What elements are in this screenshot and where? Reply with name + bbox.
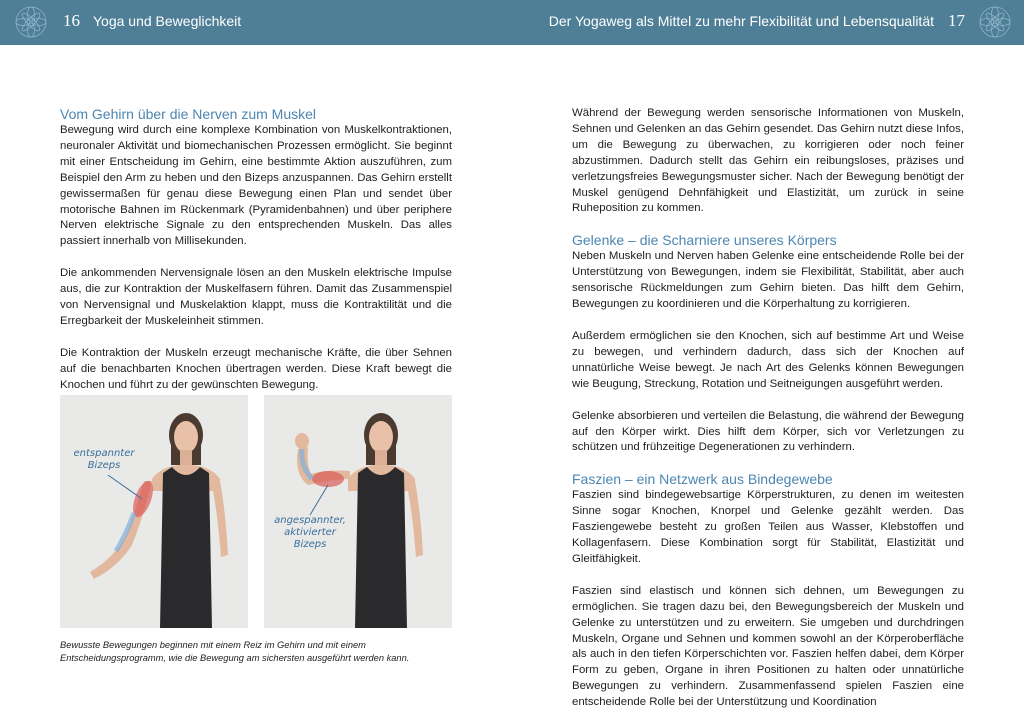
woman-relaxed-arm-illustration [60,395,248,628]
body-paragraph: Die ankommenden Nervensignale lösen an den Muskeln elektrische Impulse aus, die zur Kontraktion der Muskelfasern führen. Damit das Zusammenspiel von Nervensignal und Muskelaktion klappt, muss die Kontraktilität und die Erregbarkeit der Muskeleinheit stimmen. [60,267,452,327]
photo-relaxed-biceps [60,395,248,628]
body-paragraph: Während der Bewegung werden sensorische Informationen von Muskeln, Sehnen und Gelenken an das Gehirn gesendet. Das Gehirn nutzt diese Infos, um die Bewegung zu überwachen, zu korrigieren oder noch feiner abzustimmen. Dadurch stellt das Gehirn ein reibungsloses, präzises und verletzungsfreies Bewegungsmuster sicher. Nach der Bewegung benötigt der Muskel genügend Dehnfähigkeit und Elastizität, um zurück in seine Ruheposition zu kommen. [572,107,964,215]
section-heading-joints: Gelenke – die Scharniere unseres Körpers [572,232,837,249]
section-heading-brain: Vom Gehirn über die Nerven zum Muskel [60,106,316,122]
label-line: entspannter [73,448,135,459]
label-relaxed-biceps [64,448,144,472]
right-column [572,106,964,711]
body-paragraph: Gelenke absorbieren und verteilen die Belastung, die während der Bewegung auf den Körper wirkt. Dies hilft dem Körper, sich vor Verletzungen zu schützen und frühzeitige Degenerationen zu verhindern. [572,409,964,454]
body-paragraph: Die Kontraktion der Muskeln erzeugt mechanische Kräfte, die über Sehnen auf die benachbarten Knochen übertragen werden. Diese Kraft bewegt die Knochen und führt zu der gewünschten Bewegung. [60,346,452,391]
photo-flexed-biceps [264,395,452,628]
label-line: aktivierter [284,527,336,538]
right-page-number: 17 [948,11,965,30]
body-paragraph: Außerdem ermöglichen sie den Knochen, sich auf bestimme Art und Weise zu bewegen, und verhindern dadurch, dass sich der Knochen auf unnatürliche Weise bewegt. Je nach Art des Gelenks können Bewegungen wie Beugung, Streckung, Rotation und Seitneigungen ausgeführt werden. [572,329,964,390]
left-column [60,106,452,394]
label-line: Bizeps [87,460,121,471]
body-paragraph: Faszien sind bindegewebsartige Körperstrukturen, zu denen im weitesten Sinne sogar Knochen, Knorpel und Gelenke gezählt werden. Das Fasziengewebe besteht zu großen Teilen aus Wasser, Klebstoffen und Kollagenfasern. Diese Kombination sorgt für Stabilität, Elastizität und Gleitfähigkeit. [572,489,964,565]
running-header [0,0,1024,45]
woman-flexed-arm-illustration [264,395,452,628]
body-paragraph: Neben Muskeln und Nerven haben Gelenke eine entscheidende Rolle bei der Unterstützung von Bewegungen, indem sie Flexibilität, Stabilität, aber auch sensorische Rückmeldungen zum Gehirn bieten. Das hilft dem Gehirn, Bewegungen zu koordinieren und die Körperhaltung zu korrigieren. [572,250,964,311]
label-flexed-biceps [270,515,350,551]
section-heading-fascia: Faszien – ein Netzwerk aus Bindegewebe [572,471,833,488]
left-running-title: Yoga und Beweglichkeit [93,13,242,29]
label-line: Bizeps [293,539,327,550]
right-running-title: Der Yogaweg als Mittel zu mehr Flexibilität und Lebensqualität [548,13,934,29]
figure-caption: Bewusste Bewegungen beginnen mit einem Reiz im Gehirn und mit einem Entscheidungsprogramm, wie die Bewegung am sichersten ausgeführt werden kann. [60,640,410,663]
left-page-number: 16 [63,11,80,30]
mandala-icon [978,5,1012,39]
body-paragraph: Bewegung wird durch eine komplexe Kombination von Muskelkontraktionen, neuronaler Aktivität und biomechanischen Prozessen ermöglicht. Sie beginnt mit einer Entscheidung im Gehirn, eine bestimmte Aktion auszuführen, zum Beispiel den Arm zu heben und den Bizeps anzuspannen. Das Gehirn erstellt gewissermaßen für genau diese Bewegung einen Plan und sendet über motorische Bahnen im Rückenmark (Pyramidenbahnen) und über periphere Nerven elektrische Signale zu den entsprechenden Muskeln. Das alles passiert innerhalb von Millisekunden. [60,124,452,248]
mandala-icon [14,5,48,39]
label-line: angespannter, [274,515,346,526]
body-paragraph: Faszien sind elastisch und können sich dehnen, um Bewegungen zu ermöglichen. Sie tragen dazu bei, den Bewegungsbereich der Muskeln und Gelenke zu unterstützen und zu erweitern. Sie umgeben und durchdringen Muskeln, Organe und Sehnen und kommen sowohl an der Körperoberfläche als auch in den tiefen Körperschichten vor. Faszien helfen dabei, dem Körper Form zu geben, Organe in ihren Positionen zu halten oder unnatürliche Bewegungen zu verhindern. Zusammenfassend spielen Faszien eine entscheidende Rolle bei der Unterstützung und Koordination [572,584,964,709]
